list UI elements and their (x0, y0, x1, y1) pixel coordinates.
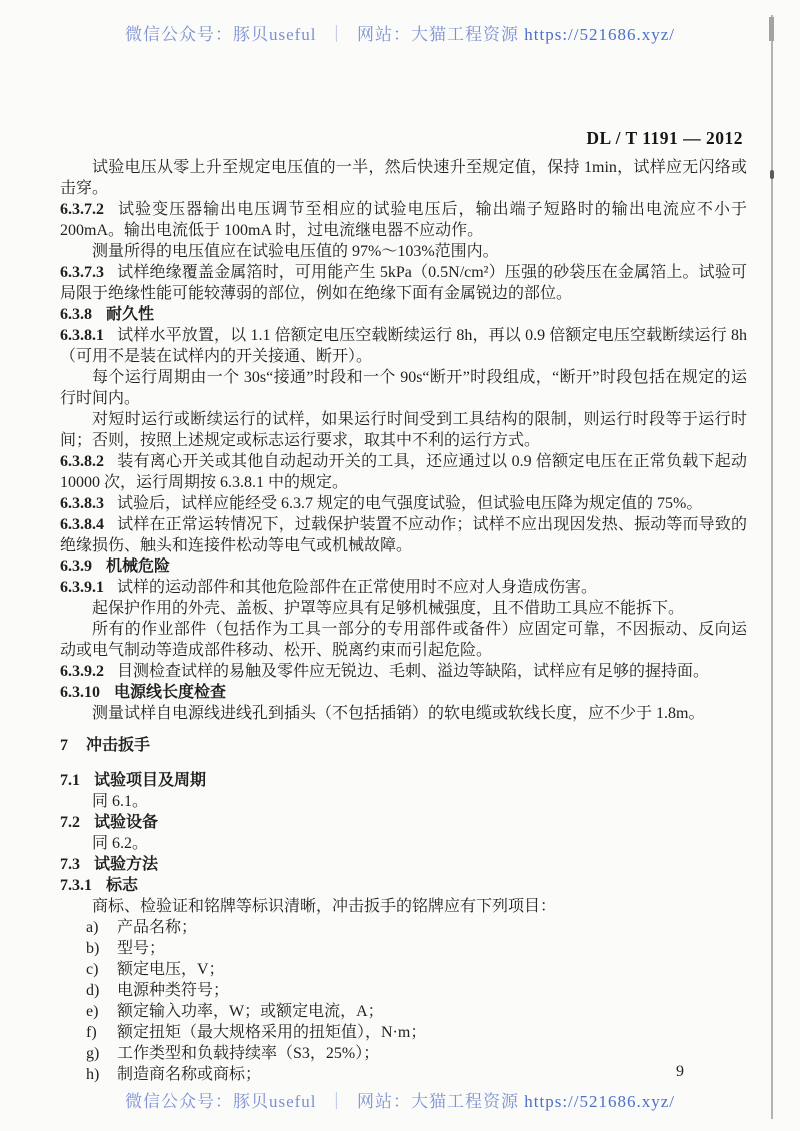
clause-number: 7.2 (60, 814, 80, 831)
list-item-letter: f) (86, 1024, 97, 1041)
paragraph (60, 703, 747, 724)
clause-number: 7 (60, 737, 68, 754)
list-item-letter: a) (86, 919, 99, 936)
standard-code: DL / T 1191 — 2012 (586, 128, 743, 148)
watermark-separator: ｜ (327, 1092, 346, 1111)
website-label: 网站：大猫工程资源 (357, 1092, 520, 1111)
section-heading (60, 682, 747, 703)
text-run: 额定扭矩（最大规格采用的扭矩值），N·m； (117, 1024, 427, 1041)
list-item-letter: b) (86, 940, 100, 957)
text-run: 目测检查试样的易触及零件应无锐边、毛刺、溢边等缺陷，试样应有足够的握持面。 (117, 663, 710, 680)
watermark-url-link[interactable]: https://521686.xyz/ (524, 1092, 676, 1111)
section-heading (60, 875, 747, 896)
text-run: 电源种类符号； (117, 982, 230, 999)
text-run: 所有的作业部件（包括作为工具一部分的专用部件或备件）应固定可靠，不因振动、反向运动或电气制动等造成部件移动、松开、脱离约束而引起危险。 (60, 621, 747, 659)
clause-number: 6.3.8.3 (60, 495, 104, 512)
clause-paragraph (60, 451, 747, 493)
section-heading (60, 812, 747, 833)
clause-number: 6.3.7.3 (60, 264, 104, 281)
section-heading (60, 854, 747, 875)
paragraph (60, 157, 747, 199)
text-run: 额定电压，V； (117, 961, 225, 978)
section-heading (60, 556, 747, 577)
wechat-account-label: 微信公众号：豚贝useful (124, 25, 317, 44)
chapter-heading (60, 735, 747, 756)
watermark-footer (0, 1087, 800, 1112)
list-item (60, 980, 747, 1001)
clause-number: 7.1 (60, 772, 80, 789)
paragraph (60, 833, 747, 854)
text-run: 耐久性 (106, 306, 155, 323)
website-label: 网站：大猫工程资源 (357, 25, 520, 44)
watermark-separator: ｜ (327, 25, 346, 44)
list-item (60, 1043, 747, 1064)
text-run: 每个运行周期由一个 30s“接通”时段和一个 90s“断开”时段组成，“断开”时段包括在规定的运行时间内。 (60, 369, 747, 407)
text-run: 测量试样自电源线进线孔到插头（不包括插销）的软电缆或软线长度，应不少于 1.8m。 (92, 705, 705, 722)
section-heading (60, 304, 747, 325)
list-item (60, 917, 747, 938)
text-run: 试验设备 (94, 814, 159, 831)
text-run: 装有离心开关或其他自动起动开关的工具，还应通过以 0.9 倍额定电压在正常负载下起动 10000 次，运行周期按 6.3.8.1 中的规定。 (60, 453, 747, 491)
clause-number: 6.3.8.4 (60, 516, 104, 533)
list-item (60, 1064, 747, 1085)
text-run: 试验电压从零上升至规定电压值的一半，然后快速升至规定值，保持 1min，试样应无闪络或击穿。 (60, 159, 747, 197)
text-run: 试样的运动部件和其他危险部件在正常使用时不应对人身造成伤害。 (117, 579, 598, 596)
wechat-account-label: 微信公众号：豚贝useful (124, 1092, 317, 1111)
paragraph (60, 619, 747, 661)
clause-paragraph (60, 577, 747, 598)
list-item (60, 938, 747, 959)
text-run: 标志 (106, 877, 139, 894)
paragraph (60, 896, 747, 917)
clause-number: 6.3.10 (60, 684, 100, 701)
clause-number: 6.3.9.2 (60, 663, 104, 680)
clause-number: 6.3.8.1 (60, 327, 104, 344)
list-item (60, 959, 747, 980)
text-run: 冲击扳手 (86, 737, 151, 754)
scan-edge-artifact-cap (769, 17, 774, 41)
text-run: 工作类型和负载持续率（S3，25%）； (117, 1045, 380, 1062)
paragraph (60, 409, 747, 451)
clause-number: 6.3.9 (60, 558, 92, 575)
list-item-letter: c) (86, 961, 99, 978)
text-run: 试样绝缘覆盖金属箔时，可用能产生 5kPa（0.5N/cm²）压强的砂袋压在金属箔上。试验可局限于绝缘性能可能较薄弱的部位，例如在绝缘下面有金属锐边的部位。 (60, 264, 747, 302)
list-item (60, 1022, 747, 1043)
text-run: 试样水平放置，以 1.1 倍额定电压空载断续运行 8h，再以 0.9 倍额定电压空载断续运行 8h（可用不是装在试样内的开关接通、断开）。 (60, 327, 747, 365)
clause-paragraph (60, 514, 747, 556)
scan-edge-artifact-mark (770, 170, 774, 179)
list-item-letter: h) (86, 1066, 100, 1083)
text-run: 测量所得的电压值应在试验电压值的 97%～103%范围内。 (92, 243, 499, 260)
page-number: 9 (676, 1063, 684, 1080)
watermark-url-link[interactable]: https://521686.xyz/ (524, 25, 676, 44)
text-run: 试验方法 (94, 856, 159, 873)
clause-number: 7.3 (60, 856, 80, 873)
text-run: 起保护作用的外壳、盖板、护罩等应具有足够机械强度，且不借助工具应不能拆下。 (92, 600, 685, 617)
paragraph (60, 791, 747, 812)
text-run: 额定输入功率，W；或额定电流，A； (117, 1003, 384, 1020)
text-run: 机械危险 (106, 558, 171, 575)
text-run: 型号； (117, 940, 166, 957)
clause-paragraph (60, 262, 747, 304)
clause-number: 6.3.8.2 (60, 453, 104, 470)
list-item-letter: e) (86, 1003, 99, 1020)
clause-number: 6.3.8 (60, 306, 92, 323)
text-run: 商标、检验证和铭牌等标识清晰，冲击扳手的铭牌应有下列项目： (92, 898, 557, 915)
paragraph (60, 598, 747, 619)
section-heading (60, 770, 747, 791)
clause-number: 6.3.9.1 (60, 579, 104, 596)
text-run: 试验后，试样应能经受 6.3.7 规定的电气强度试验，但试验电压降为规定值的 75%。 (117, 495, 703, 512)
text-run: 试验变压器输出电压调节至相应的试验电压后，输出端子短路时的输出电流应不小于 200mA。输出电流低于 100mA 时，过电流继电器不应动作。 (60, 201, 747, 239)
text-run: 试验项目及周期 (94, 772, 207, 789)
text-run: 电源线长度检查 (114, 684, 227, 701)
list-item (60, 1001, 747, 1022)
document-body (60, 157, 747, 1085)
paragraph (60, 367, 747, 409)
clause-paragraph (60, 199, 747, 241)
text-run: 制造商名称或商标； (117, 1066, 262, 1083)
scan-edge-artifact-line (771, 15, 773, 1119)
text-run: 同 6.2。 (92, 835, 149, 852)
text-run: 产品名称； (117, 919, 198, 936)
list-item-letter: g) (86, 1045, 100, 1062)
clause-paragraph (60, 661, 747, 682)
clause-paragraph (60, 493, 747, 514)
watermark-header (0, 20, 800, 45)
clause-number: 7.3.1 (60, 877, 92, 894)
text-run: 同 6.1。 (92, 793, 149, 810)
list-item-letter: d) (86, 982, 100, 999)
clause-number: 6.3.7.2 (60, 201, 104, 218)
text-run: 试样在正常运转情况下，过载保护装置不应动作；试样不应出现因发热、振动等而导致的绝缘损伤、触头和连接件松动等电气或机械故障。 (60, 516, 747, 554)
clause-paragraph (60, 325, 747, 367)
text-run: 对短时运行或断续运行的试样，如果运行时间受到工具结构的限制，则运行时段等于运行时间；否则，按照上述规定或标志运行要求，取其中不利的运行方式。 (60, 411, 747, 449)
paragraph (60, 241, 747, 262)
